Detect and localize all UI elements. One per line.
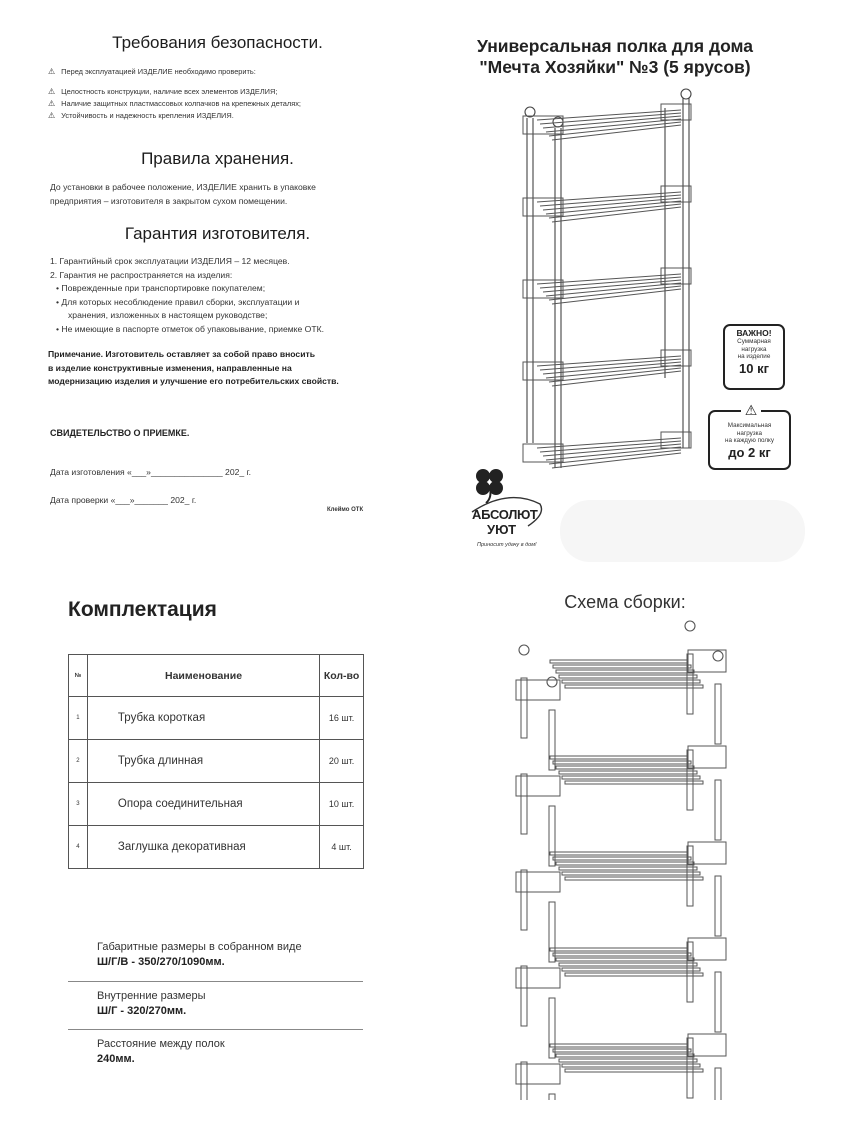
total-load-l1: Суммарная [737, 338, 771, 345]
storage-text [50, 181, 380, 208]
safety-check-row [48, 110, 368, 122]
dims-overall-value: Ш/Г/В - 350/270/1090мм. [97, 956, 225, 968]
warranty-title: Гарантия изготовителя. [124, 224, 311, 243]
warranty-list [50, 255, 400, 336]
post-tube [521, 870, 527, 930]
shelf-load-l1: Максимальная [727, 422, 772, 429]
kit-row-num: 4 [69, 826, 88, 869]
dims-overall-label: Габаритные размеры в собранном виде [97, 941, 302, 953]
warranty-note-1: Примечание. Изготовитель оставляет за собой право вносить [48, 349, 315, 359]
long-tube [550, 852, 688, 855]
long-tube [562, 776, 700, 779]
safety-check-row [48, 86, 368, 98]
kit-row-name: Заглушка декоративная [87, 826, 319, 869]
table-row [69, 783, 364, 826]
brand-slogan: Приносит удачу в дом! [477, 542, 537, 548]
long-tube [559, 867, 697, 870]
shelf-product-drawing [515, 88, 705, 478]
brand-name-1: АБСОЛЮТ [472, 507, 538, 522]
divider [68, 981, 363, 982]
post-tube [715, 972, 721, 1032]
kit-row-name: Трубка длинная [87, 740, 319, 783]
decor-blob [560, 500, 805, 562]
assembly-diagram [510, 620, 740, 1100]
shelf-load-badge [708, 402, 791, 470]
long-tube [556, 670, 694, 673]
dims-gap-label: Расстояние между полок [97, 1038, 225, 1050]
warranty-bullet-2-cont: хранения, изложенных в настоящем руководстве; [68, 310, 268, 320]
long-tube [562, 680, 700, 683]
post-tube [715, 684, 721, 744]
certificate-made: Дата изготовления «___»_______________ 202_ г. [50, 467, 252, 477]
long-tube [556, 862, 694, 865]
shelf-load-value: до 2 кг [728, 444, 771, 460]
long-tube [559, 771, 697, 774]
warranty-item-1: 1. Гарантийный срок эксплуатации ИЗДЕЛИЯ – 12 месяцев. [50, 256, 290, 266]
shelf-tube [552, 371, 681, 386]
shelf-tube [549, 122, 681, 136]
dims-inner-label: Внутренние размеры [97, 990, 206, 1002]
post-tube [715, 780, 721, 840]
shelf-tube [549, 204, 681, 218]
storage-title: Правила хранения. [141, 149, 294, 168]
long-tube [562, 1064, 700, 1067]
post-tube [521, 966, 527, 1026]
safety-block [48, 66, 368, 122]
divider [68, 1029, 363, 1030]
long-tube [550, 1044, 688, 1047]
long-tube [550, 756, 688, 759]
total-load-l3: на изделие [737, 353, 771, 360]
warranty-note [48, 348, 408, 389]
kit-row-name: Опора соединительная [87, 783, 319, 826]
kit-table [68, 654, 364, 869]
long-tube [553, 857, 691, 860]
connector [516, 872, 560, 892]
warranty-note-3: модернизацию изделия и улучшение его потребительских свойств. [48, 376, 339, 386]
kit-header-num: № [69, 655, 88, 697]
shelf-load-l2: нагрузка [736, 429, 763, 437]
kit-header-name: Наименование [87, 655, 319, 697]
connector [688, 746, 726, 768]
post-tube [521, 1062, 527, 1100]
long-tube [550, 660, 688, 663]
safety-intro-row [48, 66, 368, 78]
long-tube [553, 1049, 691, 1052]
long-tube [559, 675, 697, 678]
long-tube [556, 958, 694, 961]
storage-line-2: предприятия – изготовителя в закрытом сухом помещении. [50, 195, 288, 206]
shelf-tube [549, 286, 681, 300]
long-tube [559, 1059, 697, 1062]
warranty-bullet-1-text: Поврежденные при транспортировке покупателем; [61, 283, 266, 293]
product-title [440, 36, 790, 78]
long-tube [556, 1054, 694, 1057]
warranty-bullet-3-text: Не имеющие в паспорте отметок об упаковывание, приемке ОТК. [61, 323, 324, 334]
table-row [69, 697, 364, 740]
kit-row-num: 2 [69, 740, 88, 783]
warning-icon: ⚠ [48, 67, 56, 76]
certificate-title: СВИДЕТЕЛЬСТВО О ПРИЕМКЕ. [50, 428, 190, 438]
safety-title: Требования безопасности. [112, 33, 323, 52]
shelf-load-l3: на каждую полку [724, 437, 775, 444]
brand-name-2: УЮТ [487, 522, 517, 537]
warning-icon: ⚠ [48, 111, 56, 120]
kit-row-num: 1 [69, 697, 88, 740]
storage-line-1: До установки в рабочее положение, ИЗДЕЛИЕ хранить в упаковке [50, 182, 316, 192]
shelf-tube [552, 453, 681, 468]
connector [516, 680, 560, 700]
shelf-tube [549, 450, 681, 464]
warranty-bullet-3: • Не имеющие в паспорте отметок об упаковывание, приемке ОТК. [56, 323, 324, 334]
otk-stamp: Клеймо ОТК [327, 507, 364, 513]
dimensions-inner-block [97, 989, 367, 1019]
kit-row-qty: 10 шт. [320, 783, 364, 826]
connector [688, 938, 726, 960]
long-tube [562, 968, 700, 971]
shelf-tube [549, 368, 681, 382]
long-tube [559, 963, 697, 966]
dims-gap-value: 240мм. [97, 1053, 135, 1065]
shelf-tube [552, 289, 681, 304]
connector [688, 842, 726, 864]
connector [516, 776, 560, 796]
dimensions-block [97, 940, 367, 970]
post-tube [549, 1094, 555, 1100]
long-tube [553, 761, 691, 764]
long-tube [553, 953, 691, 956]
dims-inner-value: Ш/Г - 320/270мм. [97, 1005, 187, 1017]
shelf-tube [552, 125, 681, 140]
kit-table-header [69, 655, 364, 697]
certificate-checked: Дата проверки «___»_______ 202_ г. [50, 495, 197, 505]
warranty-bullet-2-text: Для которых несоблюдение правил сборки, эксплуатации и [61, 296, 300, 307]
product-title-line-2: "Мечта Хозяйки" №3 (5 ярусов) [479, 57, 751, 77]
warranty-bullet-2: • Для которых несоблюдение правил сборки, эксплуатации и [56, 296, 300, 307]
kit-header-qty: Кол-во [320, 655, 364, 697]
long-tube [556, 766, 694, 769]
safety-check-1: Целостность конструкции, наличие всех элементов ИЗДЕЛИЯ; [61, 87, 278, 96]
long-tube [565, 973, 703, 976]
kit-row-qty: 20 шт. [320, 740, 364, 783]
kit-row-qty: 4 шт. [320, 826, 364, 869]
connector [516, 1064, 560, 1084]
table-row [69, 826, 364, 869]
kit-row-name: Трубка короткая [87, 697, 319, 740]
safety-check-row [48, 98, 368, 110]
warning-icon: ⚠ [48, 87, 56, 96]
post-tube [715, 1068, 721, 1100]
dimensions-gap-block [97, 1037, 367, 1067]
post-tube [521, 774, 527, 834]
long-tube [565, 877, 703, 880]
connector [688, 1034, 726, 1056]
warning-icon: ⚠ [48, 99, 56, 108]
total-load-head: ВАЖНО! [736, 328, 772, 338]
safety-check-2: Наличие защитных пластмассовых колпачков на крепежных деталях; [61, 99, 301, 108]
long-tube [550, 948, 688, 951]
kit-row-qty: 16 шт. [320, 697, 364, 740]
long-tube [565, 1069, 703, 1072]
long-tube [565, 781, 703, 784]
long-tube [562, 872, 700, 875]
long-tube [553, 665, 691, 668]
long-tube [565, 685, 703, 688]
post-tube [521, 678, 527, 738]
warranty-bullet-1: • Поврежденные при транспортировке покупателем; [56, 283, 266, 293]
total-load-badge [723, 324, 785, 390]
post-tube [715, 876, 721, 936]
product-title-line-1: Универсальная полка для дома [476, 36, 754, 56]
warranty-note-2: в изделие конструктивные изменения, направленные на [48, 362, 292, 373]
safety-check-3: Устойчивость и надежность крепления ИЗДЕЛИЯ. [61, 111, 234, 120]
warning-icon: ⚠ [741, 401, 761, 419]
total-load-value: 10 кг [739, 360, 769, 376]
kit-row-num: 3 [69, 783, 88, 826]
table-row [69, 740, 364, 783]
total-load-l2: нагрузка [741, 345, 767, 353]
connector [516, 968, 560, 988]
safety-intro: Перед эксплуатацией ИЗДЕЛИЕ необходимо проверить: [61, 67, 256, 76]
assembly-title: Схема сборки: [564, 592, 686, 612]
kit-title: Комплектация [68, 598, 217, 621]
shelf-tube [552, 207, 681, 222]
warranty-item-2: 2. Гарантия не распространяется на изделия: [50, 269, 233, 280]
